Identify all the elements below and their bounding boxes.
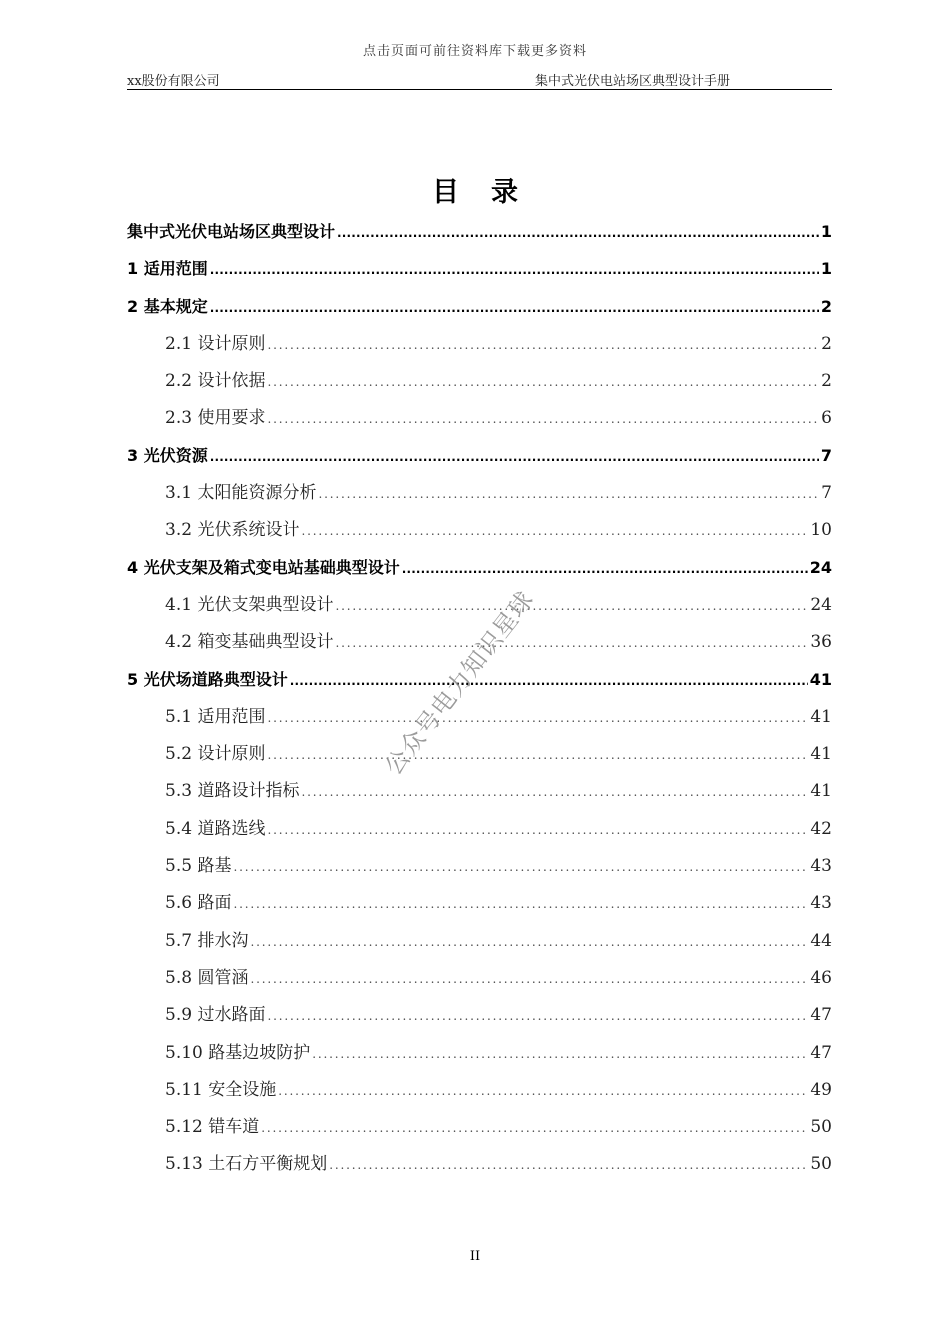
toc-entry-label: 5.12 错车道 xyxy=(165,1117,260,1138)
toc-entry-page: 2 xyxy=(821,371,832,392)
toc-entry[interactable] xyxy=(127,1042,832,1079)
toc-entry-page: 41 xyxy=(810,706,832,727)
toc-entry-label: 1 适用范围 xyxy=(127,259,208,279)
toc-entry-page: 1 xyxy=(820,222,832,241)
toc-entry-label: 4.1 光伏支架典型设计 xyxy=(165,594,334,615)
page-header xyxy=(127,70,832,90)
toc-entry-page: 36 xyxy=(810,632,832,653)
toc-entry[interactable] xyxy=(127,221,832,258)
page-number: II xyxy=(469,1249,481,1264)
toc-entry[interactable] xyxy=(127,930,832,967)
toc-entry[interactable] xyxy=(127,445,832,482)
toc-entry-page: 44 xyxy=(810,930,832,951)
toc-entry[interactable] xyxy=(127,296,832,333)
toc-entry-page: 2 xyxy=(821,333,832,354)
toc-entry[interactable] xyxy=(127,258,832,295)
toc-entry-page: 2 xyxy=(820,296,832,316)
toc-leader-dots xyxy=(278,1080,808,1102)
toc-entry[interactable] xyxy=(127,818,832,855)
toc-leader-dots xyxy=(233,856,808,878)
toc-leader-dots xyxy=(210,259,819,281)
toc-leader-dots xyxy=(250,931,808,953)
toc-entry-page: 1 xyxy=(820,259,832,279)
toc-entry[interactable] xyxy=(127,706,832,743)
toc-leader-dots xyxy=(335,632,808,654)
toc-entry[interactable] xyxy=(127,333,832,370)
toc-entry-page: 42 xyxy=(810,818,832,839)
toc-entry-label: 2.3 使用要求 xyxy=(165,408,266,429)
toc-entry-page: 6 xyxy=(821,408,832,429)
toc-leader-dots xyxy=(402,558,808,580)
toc-leader-dots xyxy=(312,1043,808,1065)
toc-entry[interactable] xyxy=(127,557,832,594)
toc-entry[interactable] xyxy=(127,370,832,407)
toc-entry-page: 50 xyxy=(810,1154,832,1175)
toc-entry-label: 2.1 设计原则 xyxy=(165,333,266,354)
toc-entry[interactable] xyxy=(127,1004,832,1041)
toc-entry[interactable] xyxy=(127,407,832,444)
toc-entry[interactable] xyxy=(127,1079,832,1116)
table-of-contents xyxy=(127,221,832,1191)
toc-leader-dots xyxy=(301,781,808,803)
page-title: 目录 xyxy=(432,177,550,208)
header-company: xx股份有限公司 xyxy=(127,74,220,89)
toc-leader-dots xyxy=(267,819,808,841)
toc-entry-label: 5.1 适用范围 xyxy=(165,706,266,727)
toc-entry-label: 5.9 过水路面 xyxy=(165,1005,266,1026)
toc-entry-label: 5.11 安全设施 xyxy=(165,1079,277,1100)
toc-entry-page: 24 xyxy=(810,594,832,615)
toc-entry[interactable] xyxy=(127,892,832,929)
toc-leader-dots xyxy=(337,222,819,244)
watermark: 公众号电力知识星球 xyxy=(379,585,540,781)
toc-entry-label: 5.10 路基边坡防护 xyxy=(165,1042,311,1063)
toc-entry-page: 46 xyxy=(810,967,832,988)
toc-leader-dots xyxy=(290,670,808,692)
toc-entry-label: 5.2 设计原则 xyxy=(165,744,266,765)
toc-entry-label: 5.7 排水沟 xyxy=(165,930,249,951)
toc-leader-dots xyxy=(210,297,819,319)
toc-entry-page: 41 xyxy=(809,669,832,689)
toc-leader-dots xyxy=(250,968,808,990)
header-doc-title: 集中式光伏电站场区典型设计手册 xyxy=(534,74,730,89)
toc-leader-dots xyxy=(261,1117,808,1139)
toc-entry-page: 47 xyxy=(810,1005,832,1026)
toc-leader-dots xyxy=(301,520,808,542)
toc-entry-page: 7 xyxy=(821,483,832,504)
toc-entry-label: 2 基本规定 xyxy=(127,296,208,316)
toc-entry-label: 3.2 光伏系统设计 xyxy=(165,520,300,541)
toc-entry-label: 5 光伏场道路典型设计 xyxy=(127,669,288,689)
toc-entry-page: 43 xyxy=(810,893,832,914)
toc-leader-dots xyxy=(233,893,808,915)
toc-entry-label: 5.13 土石方平衡规划 xyxy=(165,1154,328,1175)
toc-leader-dots xyxy=(210,446,819,468)
toc-leader-dots xyxy=(267,1005,808,1027)
toc-entry[interactable] xyxy=(127,482,832,519)
toc-entry-page: 24 xyxy=(809,557,832,577)
toc-leader-dots xyxy=(267,744,808,766)
toc-entry-label: 5.6 路面 xyxy=(165,893,232,914)
toc-entry[interactable] xyxy=(127,780,832,817)
toc-leader-dots xyxy=(267,334,819,356)
toc-entry-page: 43 xyxy=(810,856,832,877)
toc-entry[interactable] xyxy=(127,855,832,892)
toc-entry[interactable] xyxy=(127,519,832,556)
toc-entry-label: 5.4 道路选线 xyxy=(165,818,266,839)
toc-entry[interactable] xyxy=(127,1116,832,1153)
toc-entry-label: 2.2 设计依据 xyxy=(165,371,266,392)
toc-entry[interactable] xyxy=(127,967,832,1004)
toc-entry-page: 50 xyxy=(810,1117,832,1138)
toc-entry[interactable] xyxy=(127,743,832,780)
toc-leader-dots xyxy=(267,371,819,393)
toc-entry-page: 49 xyxy=(810,1079,832,1100)
toc-entry-label: 4 光伏支架及箱式变电站基础典型设计 xyxy=(127,557,400,577)
toc-entry-page: 41 xyxy=(810,744,832,765)
toc-entry-page: 47 xyxy=(810,1042,832,1063)
toc-entry-page: 7 xyxy=(820,445,832,465)
toc-entry-label: 5.5 路基 xyxy=(165,856,232,877)
toc-leader-dots xyxy=(329,1154,808,1176)
toc-entry-label: 5.3 道路设计指标 xyxy=(165,781,300,802)
toc-entry-page: 10 xyxy=(810,520,832,541)
toc-entry-label: 4.2 箱变基础典型设计 xyxy=(165,632,334,653)
toc-entry[interactable] xyxy=(127,1153,832,1190)
toc-entry-label: 3.1 太阳能资源分析 xyxy=(165,483,317,504)
toc-leader-dots xyxy=(267,707,808,729)
toc-leader-dots xyxy=(267,408,819,430)
toc-entry-label: 3 光伏资源 xyxy=(127,445,208,465)
download-link-note[interactable]: 点击页面可前往资料库下载更多资料 xyxy=(362,44,587,59)
toc-entry-page: 41 xyxy=(810,781,832,802)
toc-leader-dots xyxy=(335,595,808,617)
toc-entry-label: 5.8 圆管涵 xyxy=(165,967,249,988)
toc-entry-label: 集中式光伏电站场区典型设计 xyxy=(127,222,336,241)
toc-leader-dots xyxy=(318,483,819,505)
